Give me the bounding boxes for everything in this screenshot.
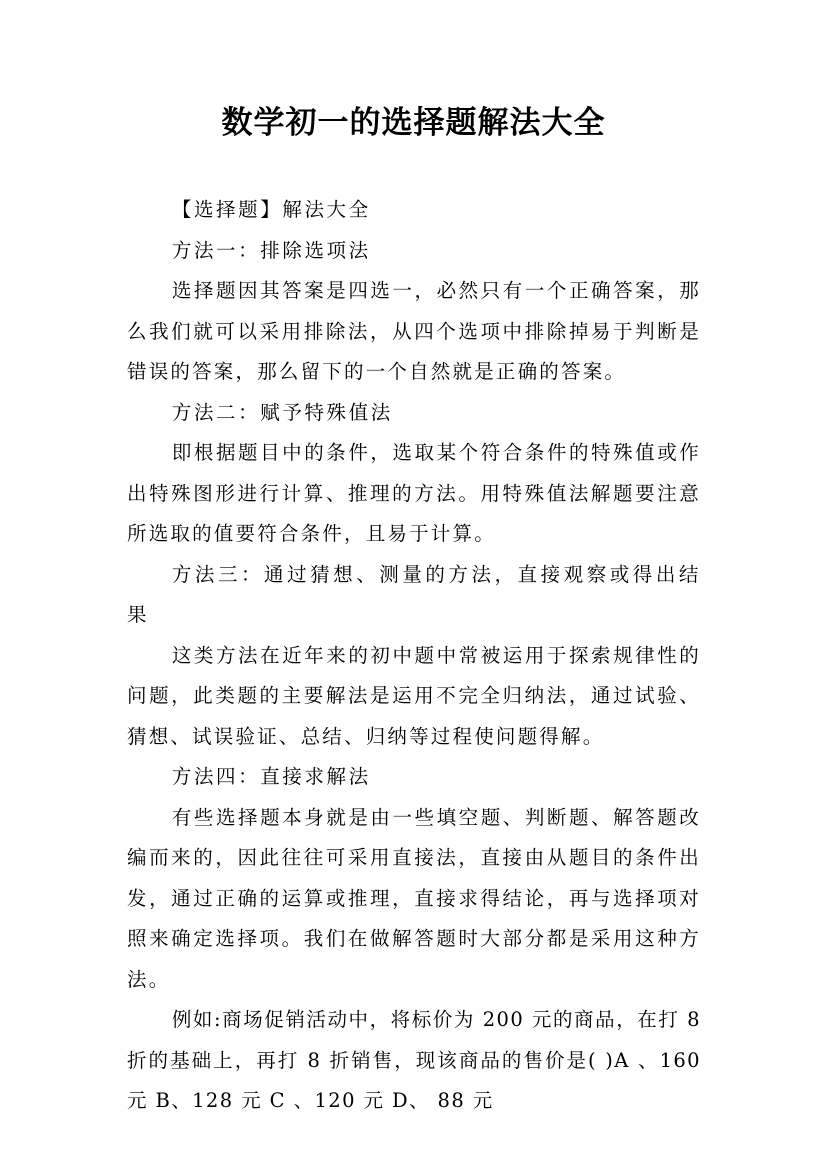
method1-heading: 方法一：排除选项法 [171,238,371,262]
document-body [127,190,701,1122]
method4-paragraph: 有些选择题本身就是由一些填空题、判断题、解答题改编而来的，因此往往可采用直接法，直接由从题目的条件出发，通过正确的运算或推理，直接求得结论，再与选择项对照来确定选择项。我们在做解答题时大部分都是采用这种方法。 [127,805,701,991]
example-paragraph: 例如:商场促销活动中，将标价为 200 元的商品，在打 8 折的基础上，再打 8 折销售，现该商品的售价是( )A 、160 元 B、128 元 C 、120 元 D、 88 元 [127,1008,701,1112]
method3-heading: 方法三：通过猜想、测量的方法，直接观察或得出结果 [127,562,701,626]
intro-heading: 【选择题】解法大全 [171,198,371,221]
method4-heading: 方法四：直接求解法 [171,765,371,788]
document-title: 数学初一的选择题解法大全 [221,105,606,141]
method2-heading: 方法二：赋予特殊值法 [171,400,393,424]
method3-paragraph: 这类方法在近年来的初中题中常被运用于探索规律性的问题，此类题的主要解法是运用不完全归纳法，通过试验、猜想、试误验证、总结、归纳等过程使问题得解。 [127,643,701,748]
method2-paragraph: 即根据题目中的条件，选取某个符合条件的特殊值或作出特殊图形进行计算、推理的方法。用特殊值法解题要注意所选取的值要符合条件，且易于计算。 [127,441,701,545]
method1-paragraph: 选择题因其答案是四选一，必然只有一个正确答案，那么我们就可以采用排除法，从四个选项中排除掉易于判断是错误的答案，那么留下的一个自然就是正确的答案。 [127,279,701,383]
